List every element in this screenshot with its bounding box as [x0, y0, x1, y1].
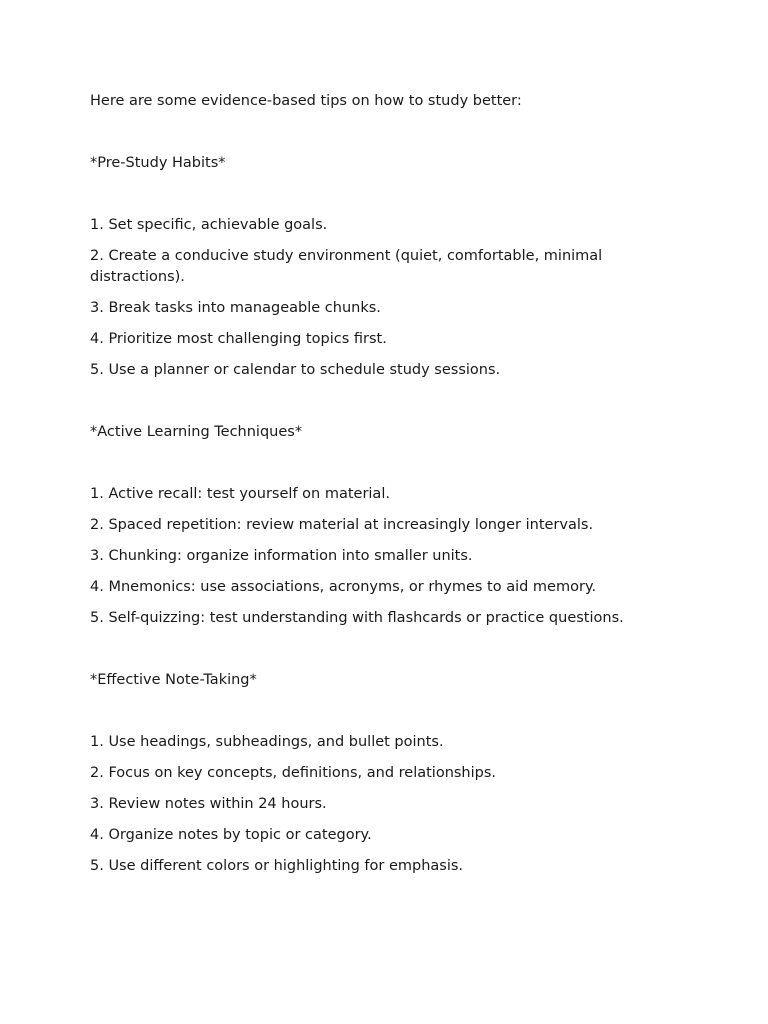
list-item: 2. Focus on key concepts, definitions, and relationships.	[90, 765, 497, 781]
list-item: 5. Use a planner or calendar to schedule study sessions.	[90, 362, 501, 378]
list-item: 4. Organize notes by topic or category.	[90, 827, 372, 843]
section-heading-active-learning: *Active Learning Techniques*	[90, 424, 303, 440]
list-item: 2. Create a conducive study environment (quiet, comfortable, minimal distractions).	[90, 248, 603, 285]
list-item: 4. Mnemonics: use associations, acronyms, or rhymes to aid memory.	[90, 579, 597, 595]
section-heading-note-taking: *Effective Note-Taking*	[90, 672, 257, 688]
list-item: 5. Use different colors or highlighting for emphasis.	[90, 858, 464, 874]
list-item: 3. Review notes within 24 hours.	[90, 796, 327, 812]
list-item: 3. Break tasks into manageable chunks.	[90, 300, 381, 316]
list-item: 5. Self-quizzing: test understanding with flashcards or practice questions.	[90, 610, 624, 626]
document-body	[90, 91, 650, 887]
section-heading-pre-study: *Pre-Study Habits*	[90, 155, 226, 171]
list-item: 4. Prioritize most challenging topics first.	[90, 331, 387, 347]
list-item: 3. Chunking: organize information into smaller units.	[90, 548, 473, 564]
list-item: 2. Spaced repetition: review material at increasingly longer intervals.	[90, 517, 594, 533]
intro-text: Here are some evidence-based tips on how to study better:	[90, 93, 522, 109]
list-item: 1. Set specific, achievable goals.	[90, 217, 328, 233]
list-item: 1. Active recall: test yourself on material.	[90, 486, 390, 502]
list-item: 1. Use headings, subheadings, and bullet points.	[90, 734, 444, 750]
